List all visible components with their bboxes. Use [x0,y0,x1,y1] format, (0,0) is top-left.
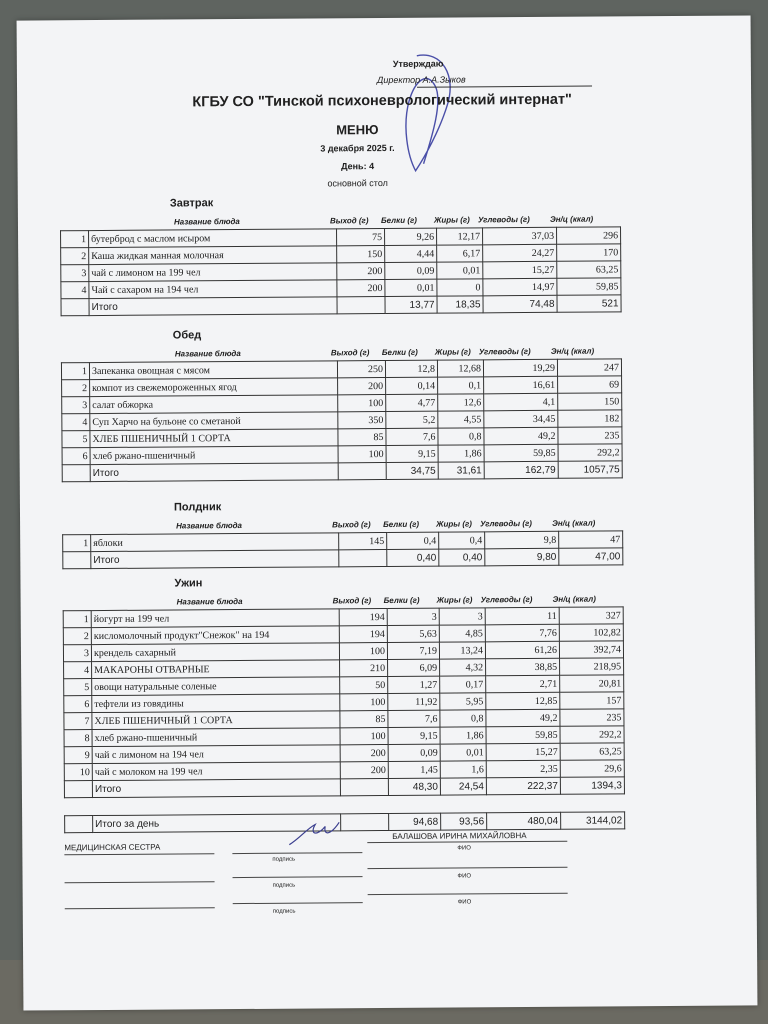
row-number: 1 [61,231,89,248]
dish-energy: 150 [558,393,622,410]
dish-protein: 9,15 [386,445,438,462]
dish-name: ХЛЕБ ПШЕНИЧНЫЙ 1 СОРТА [92,711,340,730]
approve-label: Утверждаю [392,58,444,69]
dish-weight: 200 [337,280,385,297]
dish-carb: 59,85 [484,444,558,462]
dish-carb: 15,27 [486,743,560,761]
column-header-carb: Углеводы (г) [478,346,531,357]
total-weight [338,463,386,480]
total-carb: 74,48 [483,295,557,313]
nurse-signature [287,818,347,848]
dish-weight: 200 [340,761,388,778]
total-label: Итого [91,550,339,569]
column-header-protein: Белки (г) [380,215,417,226]
meal-table [61,358,623,482]
signature-role: МЕДИЦИНСКАЯ СЕСТРА [64,842,161,853]
dish-weight: 350 [338,412,386,429]
total-fat: 31,61 [438,462,484,479]
dish-weight: 194 [339,626,387,643]
dish-protein: 9,26 [385,228,437,245]
dish-fat: 12,6 [438,394,484,411]
meal-table [63,606,625,798]
dish-energy: 20,81 [560,675,624,692]
column-header-carb: Углеводы (г) [480,594,533,605]
column-header-energy: Эн/ц (ккал) [549,214,594,224]
signature-line-7 [65,907,215,909]
total-weight [337,297,385,314]
column-header-weight: Выход (г) [330,348,370,358]
day-total-weight [341,813,389,830]
day-total-protein: 94,68 [389,813,441,830]
dish-carb: 59,85 [486,726,560,744]
meal-title: Завтрак [169,197,214,210]
dish-fat: 0,8 [438,428,484,445]
dish-energy: 59,85 [557,278,621,295]
dish-protein: 12,8 [385,360,437,377]
dish-weight: 100 [339,643,387,660]
column-header-name: Название блюда [176,521,243,531]
total-protein: 34,75 [386,462,438,479]
dish-name: крендель сахарный [91,643,339,662]
dish-name: Суп Харчо на бульоне со сметаной [90,412,338,431]
signature-line-1 [64,853,214,855]
total-empty [61,299,89,316]
total-protein: 13,77 [385,296,437,313]
dish-weight: 250 [337,361,385,378]
sign-caption-1: подпись [272,856,296,863]
dish-weight: 100 [340,727,388,744]
sign-caption-3: подпись [272,908,296,915]
dish-protein: 9,15 [388,727,440,744]
dish-carb: 9,8 [485,531,559,549]
dish-fat: 0,01 [437,262,483,279]
dish-energy: 69 [558,376,622,393]
dish-carb: 4,1 [484,393,558,411]
meal-table [62,530,623,569]
fio-caption-2: ФИО [457,873,472,880]
meal-title: Полдник [173,501,222,514]
signature-line-8 [233,902,363,904]
signature-line-4 [65,881,215,883]
row-number: 9 [64,747,92,764]
total-empty [64,781,92,798]
column-header-name: Название блюда [176,597,243,607]
dish-fat: 12,17 [437,228,483,245]
total-carb: 222,37 [486,777,560,795]
dish-carb: 15,27 [483,261,557,279]
column-header-fat: Жиры (г) [434,347,471,357]
dish-weight: 150 [337,246,385,263]
column-header-name: Название блюда [173,217,240,227]
dish-energy: 29,6 [560,760,624,777]
total-carb: 162,79 [484,461,558,479]
dish-name: чай с молоком на 199 чел [92,762,340,781]
dish-energy: 296 [557,227,621,244]
row-number: 6 [62,448,90,465]
total-row [61,295,621,316]
total-weight [339,550,387,567]
column-header-protein: Белки (г) [383,595,420,606]
column-header-weight: Выход (г) [329,216,369,226]
column-header-fat: Жиры (г) [436,519,472,529]
dish-carb: 12,85 [486,692,560,710]
dish-fat: 0,4 [439,532,485,549]
dish-name: йогурт на 199 чел [91,609,339,628]
dish-protein: 0,4 [387,532,439,549]
dish-fat: 0,8 [440,710,486,727]
dish-protein: 5,63 [387,625,439,642]
dish-carb: 14,97 [483,278,557,296]
dish-weight: 75 [337,229,385,246]
dish-energy: 292,2 [560,726,624,743]
total-empty [63,552,91,569]
total-row [62,461,622,482]
signature-line-6 [367,867,567,869]
dish-protein: 3 [387,608,439,625]
dish-carb: 24,27 [483,244,557,262]
row-number: 1 [63,535,91,552]
column-header-protein: Белки (г) [381,347,418,358]
total-protein: 48,30 [388,778,440,795]
dish-energy: 235 [558,427,622,444]
dish-carb: 2,35 [486,760,560,778]
day-total-energy: 3144,02 [561,812,625,829]
fio-caption-3: ФИО [457,899,472,906]
day-total-label: Итого за день [93,814,341,833]
row-number: 8 [64,730,92,747]
total-carb: 9,80 [485,548,559,566]
dish-energy: 327 [559,607,623,624]
dish-energy: 157 [560,692,624,709]
menu-document [17,15,758,1010]
dish-fat: 13,24 [439,642,485,659]
dish-energy: 63,25 [560,743,624,760]
dish-energy: 392,74 [559,641,623,658]
sign-caption-2: подпись [272,882,296,889]
page-title: МЕНЮ [336,122,379,138]
dish-weight: 50 [340,676,388,693]
dish-fat: 0,01 [440,744,486,761]
dish-fat: 4,85 [439,625,485,642]
menu-date: 3 декабря 2025 г. [320,142,395,154]
row-number: 2 [63,628,91,645]
signature-line-3 [367,841,567,843]
dish-fat: 1,86 [438,445,484,462]
row-number: 10 [64,764,92,781]
dish-weight: 85 [338,429,386,446]
dish-name: кисломолочный продукт"Снежок" на 194 [91,626,339,645]
column-header-energy: Эн/ц (ккал) [550,346,595,356]
dish-fat: 0,17 [440,676,486,693]
total-label: Итого [89,297,337,316]
total-fat: 24,54 [440,778,486,795]
column-header-energy: Эн/ц (ккал) [552,518,596,528]
row-number: 2 [62,380,90,397]
dish-protein: 0,14 [386,377,438,394]
column-header-fat: Жиры (г) [433,215,470,225]
signature-line-2 [232,852,362,854]
dish-weight: 100 [338,446,386,463]
dish-name: ХЛЕБ ПШЕНИЧНЫЙ 1 СОРТА [90,429,338,448]
row-number: 4 [62,414,90,431]
dish-weight: 200 [338,378,386,395]
dish-fat: 0,1 [438,377,484,394]
column-header-name: Название блюда [174,349,241,359]
dish-protein: 7,6 [386,428,438,445]
dish-carb: 11 [485,607,559,625]
dish-weight: 194 [339,609,387,626]
dish-carb: 49,2 [484,427,558,445]
dish-energy: 102,82 [559,624,623,641]
dish-energy: 170 [557,244,621,261]
total-row [64,777,624,798]
dish-name: Каша жидкая манная молочная [89,246,337,265]
dish-weight: 100 [340,693,388,710]
organization-name: КГБУ СО "Тинской психоневрологический интернат" [192,91,572,111]
dish-fat: 4,55 [438,411,484,428]
dish-energy: 247 [557,359,621,376]
dish-name: компот из свежемороженных ягод [90,378,338,397]
row-number: 1 [63,611,91,628]
day-total-carb: 480,04 [487,812,561,830]
dish-fat: 1,86 [440,727,486,744]
row-number: 5 [62,431,90,448]
dish-protein: 0,09 [385,262,437,279]
total-fat: 18,35 [437,296,483,313]
total-energy: 47,00 [559,548,623,565]
dish-protein: 0,01 [385,279,437,296]
dish-name: чай с лимоном на 194 чел [92,745,340,764]
row-number: 3 [63,645,91,662]
dish-name: яблоки [91,533,339,552]
dish-energy: 182 [558,410,622,427]
row-number: 6 [64,696,92,713]
total-row [63,548,623,569]
signature-line-9 [368,893,568,895]
total-label: Итого [90,463,338,482]
total-label: Итого [92,779,340,798]
row-number: 7 [64,713,92,730]
dish-fat: 3 [439,608,485,625]
fio-caption-1: ФИО [457,845,471,852]
dish-name: бутерброд с маслом исыром [89,229,337,248]
row-number: 3 [61,265,89,282]
row-number: 2 [61,248,89,265]
dish-energy: 218,95 [560,658,624,675]
dish-fat: 12,68 [437,360,483,377]
dish-energy: 235 [560,709,624,726]
director-line-text: Директор А.А.Зыков [376,74,466,86]
dish-name: чай с лимоном на 199 чел [89,263,337,282]
row-number: 3 [62,397,90,414]
table-type: основной стол [327,177,388,189]
dish-carb: 2,71 [486,675,560,693]
total-protein: 0,40 [387,549,439,566]
total-energy: 521 [557,295,621,312]
dish-protein: 1,27 [388,676,440,693]
signature-line-5 [233,876,363,878]
dish-fat: 6,17 [437,245,483,262]
dish-name: овощи натуральные соленые [92,677,340,696]
meal-title: Ужин [174,577,203,590]
dish-weight: 210 [340,659,388,676]
meal-title: Обед [172,329,202,342]
total-empty [62,465,90,482]
dish-fat: 1,6 [440,761,486,778]
menu-day: День: 4 [341,161,375,172]
dish-fat: 0 [437,279,483,296]
dish-weight: 200 [340,744,388,761]
dish-weight: 85 [340,710,388,727]
day-total-fat: 93,56 [441,813,487,830]
column-header-carb: Углеводы (г) [480,518,532,529]
signature-name: БАЛАШОВА ИРИНА МИХАЙЛОВНА [392,831,527,841]
day-total-empty [65,816,93,833]
total-fat: 0,40 [439,549,485,566]
meal-table [60,226,622,316]
row-number: 4 [64,662,92,679]
dish-weight: 145 [339,533,387,550]
dish-protein: 11,92 [388,693,440,710]
row-number: 1 [61,363,89,380]
total-energy: 1057,75 [558,461,622,478]
column-header-energy: Эн/ц (ккал) [552,594,596,604]
dish-weight: 200 [337,263,385,280]
dish-protein: 4,77 [386,394,438,411]
dish-carb: 19,29 [483,359,557,377]
dish-carb: 16,61 [484,376,558,394]
column-header-fat: Жиры (г) [436,595,473,605]
dish-carb: 38,85 [486,658,560,676]
column-header-carb: Углеводы (г) [477,214,530,225]
dish-protein: 1,45 [388,761,440,778]
dish-energy: 292,2 [558,444,622,461]
column-header-weight: Выход (г) [332,520,371,530]
dish-name: МАКАРОНЫ ОТВАРНЫЕ [92,660,340,679]
dish-name: хлеб ржано-пшеничный [90,446,338,465]
dish-carb: 34,45 [484,410,558,428]
dish-carb: 7,76 [485,624,559,642]
dish-name: салат обжорка [90,395,338,414]
dish-energy: 47 [559,531,623,548]
dish-name: тефтели из говядины [92,694,340,713]
row-number: 5 [64,679,92,696]
dish-protein: 7,6 [388,710,440,727]
total-energy: 1394,3 [560,777,624,794]
dish-carb: 49,2 [486,709,560,727]
dish-protein: 7,19 [387,642,439,659]
column-header-weight: Выход (г) [332,596,372,606]
dish-name: Чай с сахаром на 194 чел [89,280,337,299]
director-underline [417,86,592,88]
dish-fat: 5,95 [440,693,486,710]
dish-fat: 4,32 [440,659,486,676]
dish-energy: 63,25 [557,261,621,278]
dish-carb: 37,03 [483,227,557,245]
dish-carb: 61,26 [485,641,559,659]
column-header-protein: Белки (г) [383,519,420,530]
dish-protein: 0,09 [388,744,440,761]
dish-name: хлеб ржано-пшеничный [92,728,340,747]
dish-weight: 100 [338,395,386,412]
total-weight [340,778,388,795]
dish-name: Запеканка овощная с мясом [89,361,337,380]
row-number: 4 [61,282,89,299]
dish-protein: 4,44 [385,245,437,262]
dish-protein: 5,2 [386,411,438,428]
dish-protein: 6,09 [388,659,440,676]
